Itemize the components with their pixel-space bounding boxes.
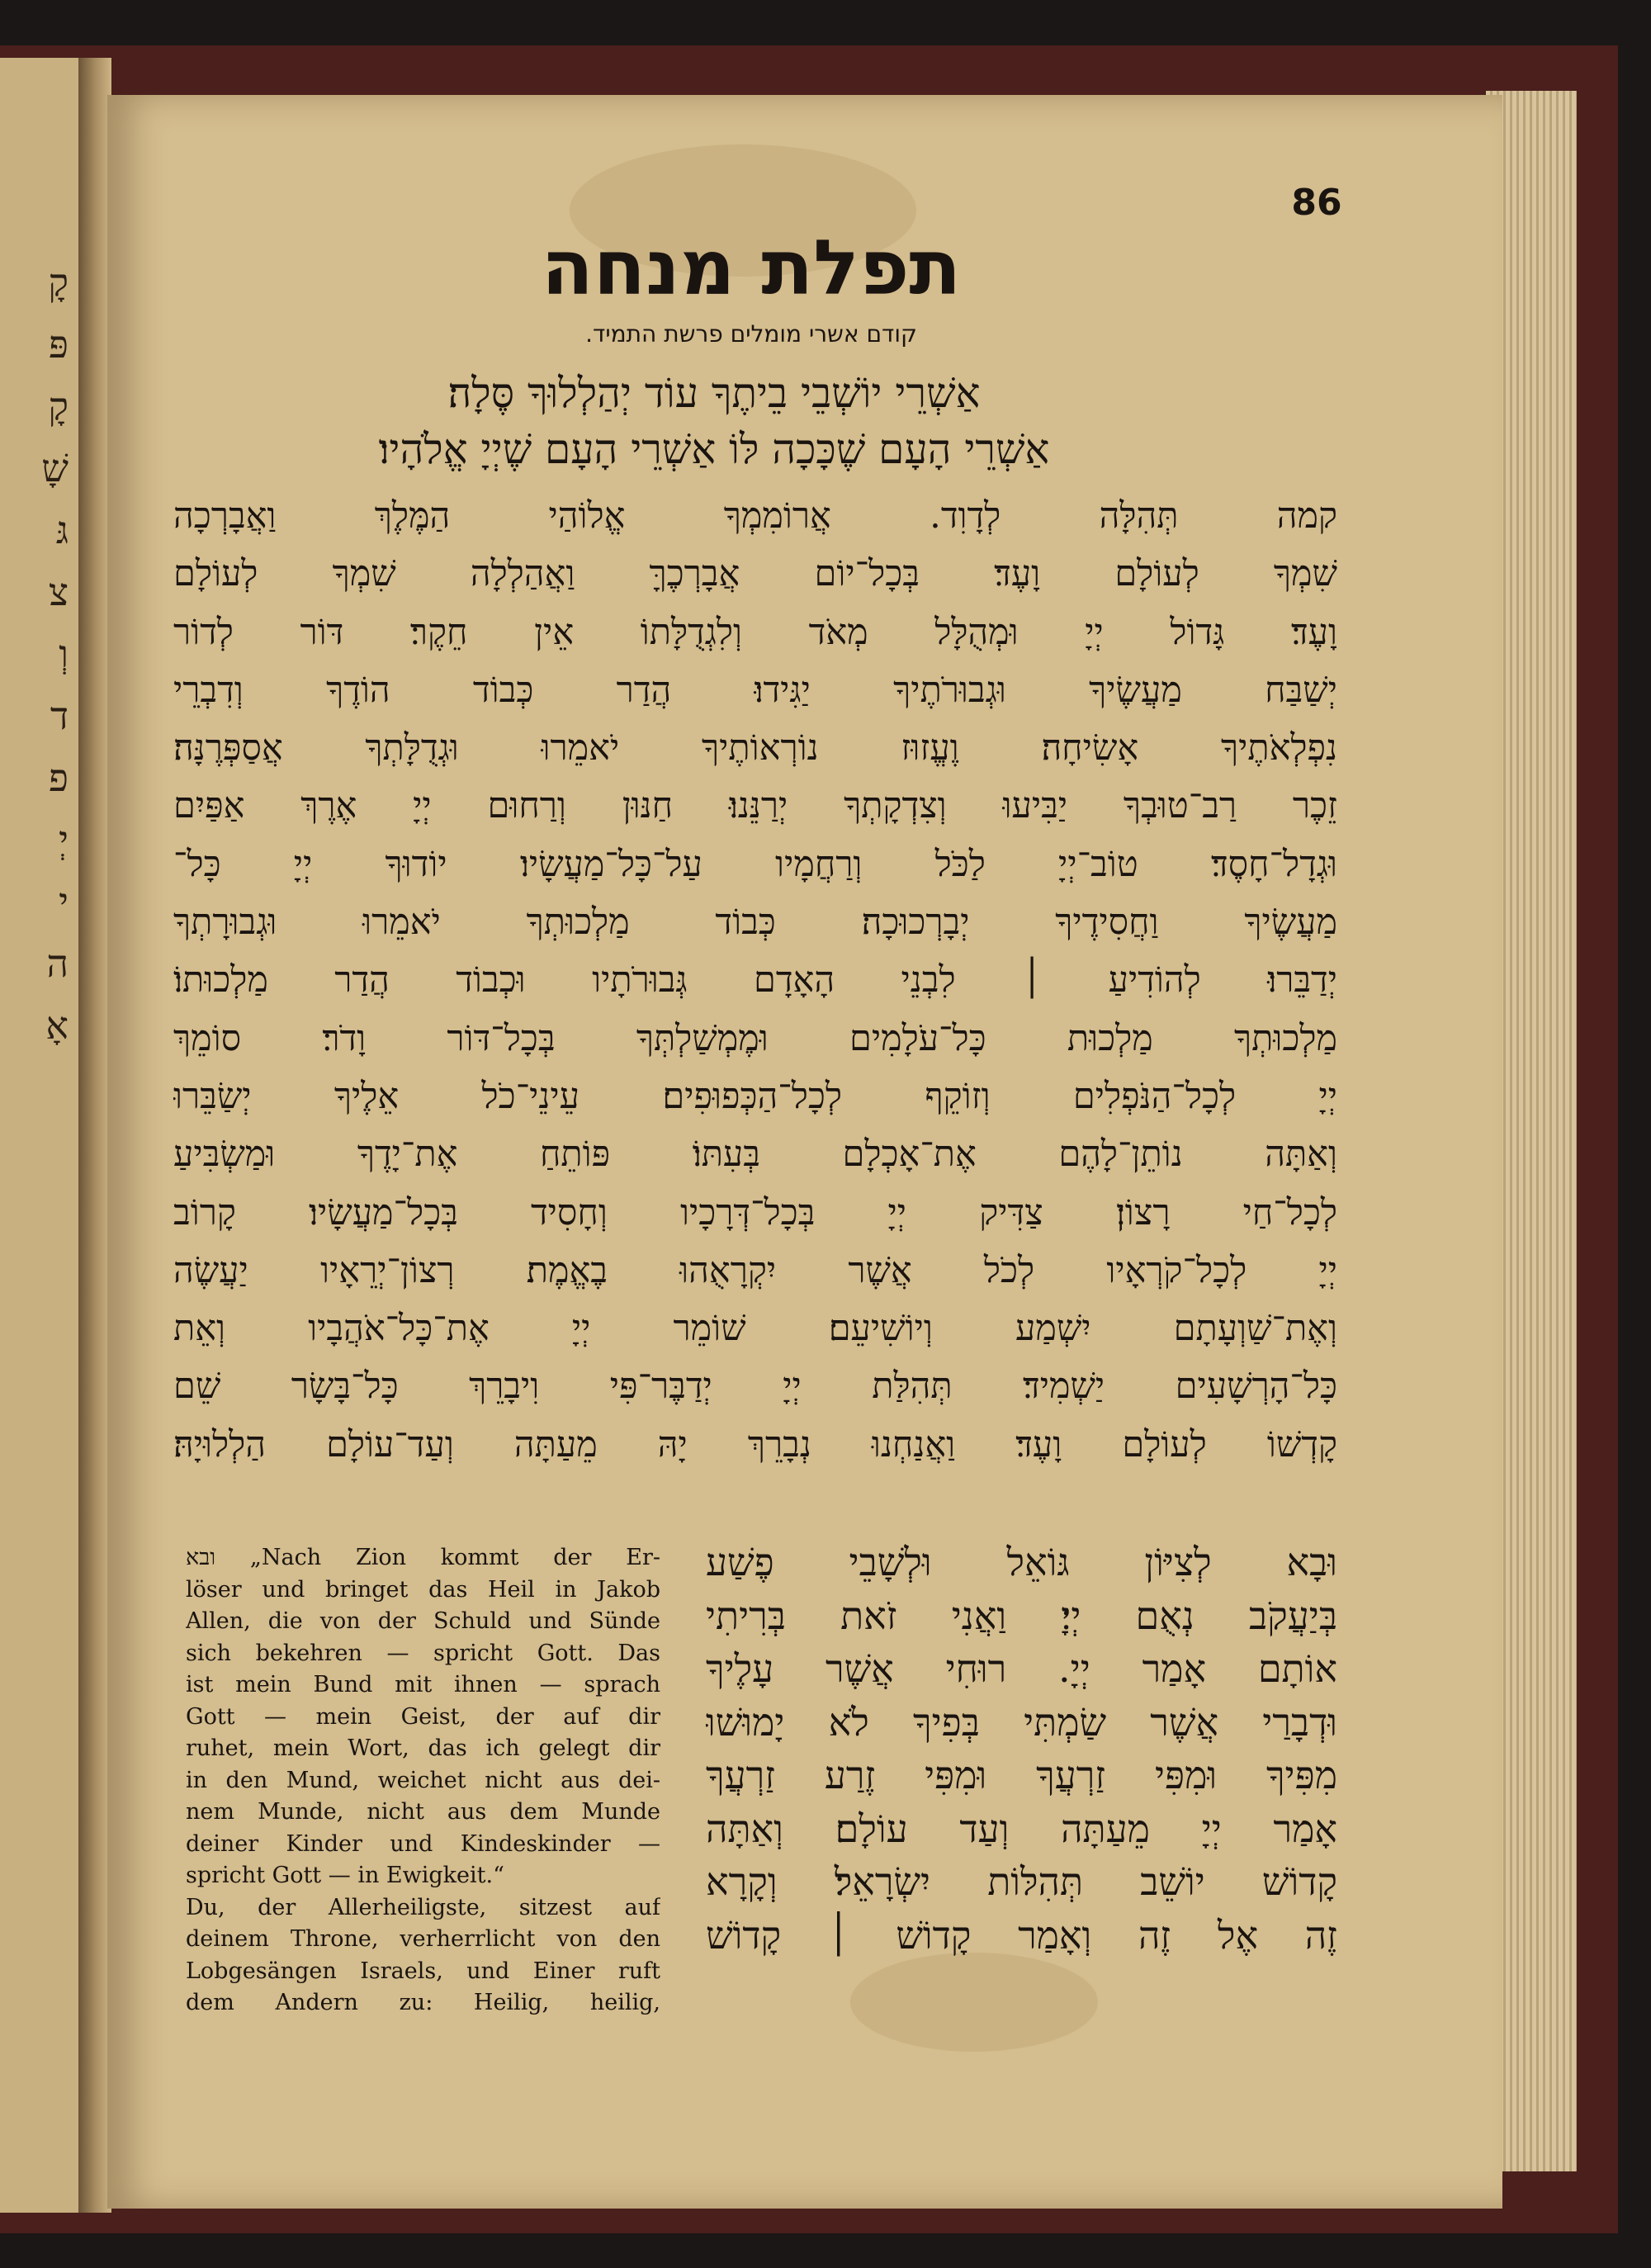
psalm-line: מַעֲשֶׂיךָ וַחֲסִידֶיךָ יְבָרְכוּכָה׃ כְּבוֹד מַלְכוּתְךָ יֹאמֵרוּ וּגְבוּרָתְךָ (173, 902, 1337, 944)
left-page-fragment: פ (48, 755, 69, 800)
left-page-fragment: יְ (58, 817, 69, 862)
opening-verse: אַשְׁרֵי הָעָם שֶׁכָּכָה לּוֹ אַשְׁרֵי הָעָם שֶׁיְיָ אֱלֹהָיו׃ (378, 425, 1050, 473)
left-page-fragment: צ (48, 570, 69, 614)
hebrew-line: אָמַר יְיָ מֵעַתָּה וְעַד עוֹלָם׃ וְאַתָּה (706, 1806, 1337, 1851)
psalm-line: יְיָ לְכָל־קֹרְאָיו לְכֹל אֲשֶׁר יִקְרָאֻהוּ בֶאֱמֶת׃ רְצוֹן־יְרֵאָיו יַעֲשֶׂה (173, 1249, 1337, 1291)
german-line: ובא „Nach Zion kommt der Er- (186, 1545, 660, 1570)
hebrew-line: וּבָא לְצִיּוֹן גּוֹאֵל וּלְשָׁבֵי פֶשַׁע (706, 1540, 1337, 1584)
german-line: Gott — mein Geist, der auf dir (186, 1703, 660, 1730)
german-line: deiner Kinder und Kindeskinder — (186, 1830, 660, 1857)
german-line: löser und bringet das Heil in Jakob (186, 1576, 660, 1603)
left-page-fragment: אָ (45, 1003, 69, 1048)
german-line: in den Mund, weichet nicht aus dei- (186, 1767, 660, 1793)
left-page-fragment: גּ (55, 508, 69, 552)
psalm-line: יְשַׁבַּח מַעֲשֶׂיךָ וּגְבוּרֹתֶיךָ יַגִּידוּ׃ הֲדַר כְּבוֹד הוֹדֶךָ וְדִבְרֵי (173, 669, 1337, 711)
psalm-line: שִׁמְךָ לְעוֹלָם וָעֶד׃ בְּכָל־יוֹם אֲבָרְכֶךָּ וַאֲהַלְלָה שִׁמְךָ לְעוֹלָם (173, 553, 1337, 595)
german-translation (186, 1542, 660, 2021)
page-subtitle: קודם אשרי מומלים פרשת התמיד. (585, 320, 917, 348)
german-line: Du, der Allerheiligste, sitzest auf (186, 1894, 660, 1920)
left-page-fragment: וְ (59, 632, 69, 676)
left-page-fragment: י (58, 879, 69, 924)
psalm-line: כָּל־הָרְשָׁעִים יַשְׁמִיד׃ תְּהִלַּת יְיָ יְדַבֶּר־פִּי וִיבָרֵךְ כָּל־בָּשָׂר שֵׁם (173, 1366, 1337, 1408)
left-page-fragment: קָ (48, 260, 69, 305)
psalm-line: נִפְלְאֹתֶיךָ אָשִׂיחָה׃ וֶעֱזוּז נוֹרְאוֹתֶיךָ יֹאמֵרוּ וּגְדֻלָּתְךָ אֲסַפְּרֶנָּה׃ (173, 727, 1337, 769)
hebrew-line: זֶה אֶל זֶה וְאָמַר קָדוֹשׁ ׀ קָדוֹשׁ (706, 1912, 1337, 1958)
hebrew-line: מִפִּיךָ וּמִפִּי זַרְעֲךָ וּמִפִּי זֶרַע זַרְעֲךָ (706, 1753, 1337, 1797)
psalm-text (173, 487, 1337, 1532)
psalm-line: יְיָ לְכָל־הַנֹּפְלִים וְזוֹקֵף לְכָל־הַכְּפוּפִים׃ עֵינֵי־כֹל אֵלֶיךָ יְשַׂבֵּרוּ (173, 1075, 1337, 1117)
german-line: dem Andern zu: Heilig, heilig, (186, 1990, 660, 2015)
psalm-line: וָעֶד׃ גָּדוֹל יְיָ וּמְהֻלָּל מְאֹד וְלִגְדֻלָּתוֹ אֵין חֵקֶר׃ דּוֹר לְדוֹר (173, 611, 1337, 653)
psalm-line: וּגְדָל־חָסֶד׃ טוֹב־יְיָ לַכֹּל וְרַחֲמָיו עַל־כָּל־מַעֲשָׂיו׃ יוֹדוּךָ יְיָ כָּל־ (173, 843, 1337, 885)
german-line: Allen, die von der Schuld und Sünde (186, 1608, 660, 1634)
psalm-line: קָדְשׁוֹ לְעוֹלָם וָעֶד׃ וַאֲנַחְנוּ נְבָרֵךְ יָהּ מֵעַתָּה וְעַד־עוֹלָם הַלְלוּיָהּ׃ (173, 1423, 1337, 1465)
psalm-line: מַלְכוּתְךָ מַלְכוּת כָּל־עֹלָמִים וּמֶמְשַׁלְתְּךָ בְּכָל־דּוֹר וָדֹר׃ סוֹמֵךְ (173, 1017, 1337, 1059)
german-line: ist mein Bund mit ihnen — sprach (186, 1672, 660, 1697)
psalm-line: קמה תְּהִלָּה לְדָוִד. אֲרוֹמִמְךָ אֱלוֹהַי הַמֶּלֶךְ וַאֲבָרְכָה (173, 495, 1337, 537)
page-number: 86 (1291, 182, 1342, 224)
german-line: Lobgesängen Israels, und Einer ruft (186, 1958, 660, 1984)
german-line: sich bekehren — spricht Gott. Das (186, 1640, 660, 1666)
hebrew-line: קָדוֹשׁ יוֹשֵׁב תְּהִלּוֹת יִשְׂרָאֵל׃ וְקָרָא (706, 1859, 1337, 1904)
hebrew-column (706, 1536, 1337, 2015)
opening-verse: אַשְׁרֵי יוֹשְׁבֵי בֵיתֶךָ עוֹד יְהַלְלוּךָ סֶּלָה׃ (447, 369, 981, 417)
page-title: תפלת מנחה (541, 224, 962, 312)
psalm-line: וְאַתָּה נוֹתֵן־לָהֶם אֶת־אָכְלָם בְּעִתּוֹ׃ פּוֹתֵחַ אֶת־יָדֶךָ וּמַשְׂבִּיעַ (173, 1134, 1337, 1176)
german-line: spricht Gott — in Ewigkeit.“ (186, 1863, 504, 1888)
left-page-fragment: ה (46, 941, 69, 986)
hebrew-line: בְּיַעֲקֹב נְאֻם יְיָ׃ וַאֲנִי זֹאת בְּרִיתִי (706, 1593, 1337, 1638)
left-page-fragment: ד (50, 694, 69, 738)
psalm-line: יְדַבֵּרוּ׃ לְהוֹדִיעַ ׀ לִבְנֵי הָאָדָם גְּבוּרֹתָיו וּכְבוֹד הֲדַר מַלְכוּתוֹ׃ (173, 959, 1337, 1001)
german-line: nem Munde, nicht aus dem Munde (186, 1799, 660, 1825)
book-gutter (78, 58, 111, 2213)
left-page-fragment: קָ (48, 384, 69, 429)
left-page (0, 58, 78, 2213)
left-page-fragment: פּ (48, 322, 69, 367)
german-line: deinem Throne, verherrlicht von den (186, 1926, 660, 1952)
german-line: ruhet, mein Wort, das ich gelegt dir (186, 1735, 660, 1761)
psalm-line: לְכָל־חַי רָצוֹן׃ צַדִּיק יְיָ בְּכָל־דְּרָכָיו וְחָסִיד בְּכָל־מַעֲשָׂיו׃ קָרוֹב (173, 1191, 1337, 1233)
hebrew-line: אוֹתָם אָמַר יְיָ. רוּחִי אֲשֶׁר עָלֶיךָ (706, 1646, 1337, 1691)
psalm-line: זֵכֶר רַב־טוּבְךָ יַבִּיעוּ וְצִדְקָתְךָ יְרַנֵּנוּ׃ חַנּוּן וְרַחוּם יְיָ אֶרֶךְ אַפַּיִם (173, 785, 1337, 827)
psalm-line: וְאֶת־שַׁוְעָתָם יִשְׁמַע וְיוֹשִׁיעֵם׃ שׁוֹמֵר יְיָ אֶת־כָּל־אֹהֲבָיו וְאֵת (173, 1308, 1337, 1350)
left-page-fragment: שָׁ (41, 446, 69, 490)
hebrew-line: וּדְבָרַי אֲשֶׁר שַׂמְתִּי בְּפִיךָ לֹא יָמוּשׁוּ (706, 1699, 1337, 1745)
